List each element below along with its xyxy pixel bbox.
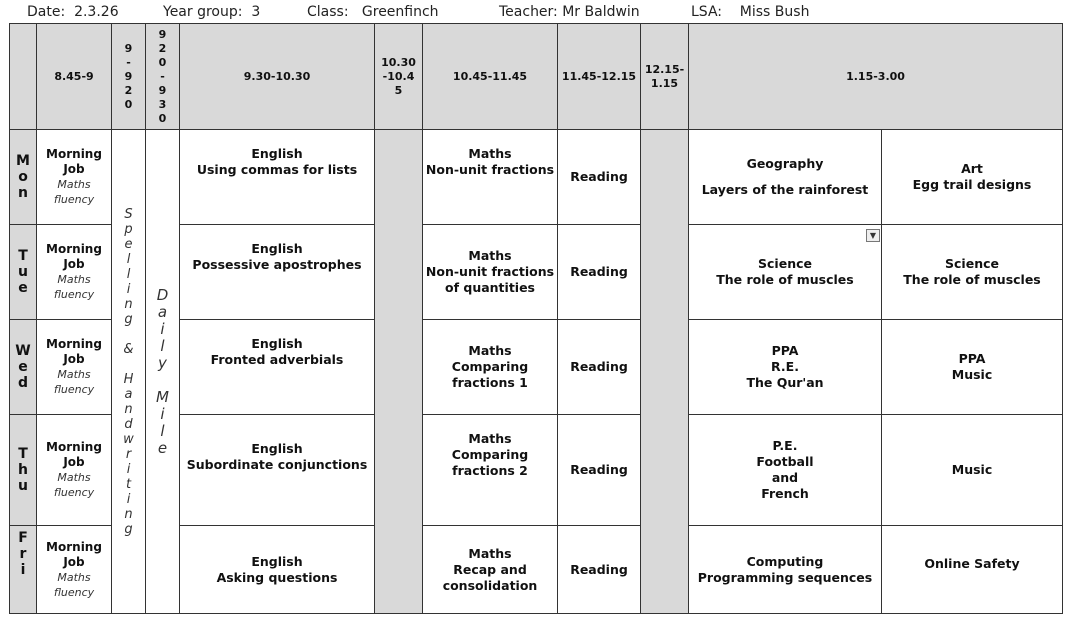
time-1215-115: 12.15- 1.15: [641, 24, 689, 130]
morning-job-cell: Morning Job Maths fluency: [37, 320, 112, 415]
reading-cell: Reading: [558, 320, 641, 415]
reading-cell: Reading: [558, 225, 641, 320]
day-label-fri: F r i: [10, 526, 37, 614]
spelling-handwriting-cell: S p e l l i n g & H a n d w r i t i n g: [112, 130, 146, 614]
time-115-300: 1.15-3.00: [689, 24, 1063, 130]
english-cell: English Possessive apostrophes: [180, 225, 375, 320]
morning-job-cell: Morning Job Maths fluency: [37, 526, 112, 614]
afternoon-cell-2: Music: [882, 415, 1063, 526]
reading-cell: Reading: [558, 130, 641, 225]
morning-job-cell: Morning Job Maths fluency: [37, 225, 112, 320]
time-1045-1145: 10.45-11.45: [423, 24, 558, 130]
afternoon-cell-1[interactable]: Science The role of muscles: [689, 225, 882, 320]
afternoon-cell-2: PPA Music: [882, 320, 1063, 415]
time-1030-1045: 10.30 -10.4 5: [375, 24, 423, 130]
maths-cell: Maths Non-unit fractions: [423, 130, 558, 225]
english-cell: English Fronted adverbials: [180, 320, 375, 415]
morning-job-cell: Morning Job Maths fluency: [37, 130, 112, 225]
time-header-row: [10, 24, 1063, 130]
year-group-label: Year group: 3: [163, 4, 261, 20]
afternoon-cell-1: PPA R.E. The Qur'an: [689, 320, 882, 415]
time-9-920: 9 - 9 2 0: [112, 24, 146, 130]
daily-mile-cell: D a i l y M i l e: [146, 130, 180, 614]
english-cell: English Using commas for lists: [180, 130, 375, 225]
afternoon-cell-1: Geography Layers of the rainforest: [689, 130, 882, 225]
day-label-tue: T u e: [10, 225, 37, 320]
teacher-label: Teacher: Mr Baldwin: [499, 4, 640, 20]
reading-cell: Reading: [558, 415, 641, 526]
time-1145-1215: 11.45-12.15: [558, 24, 641, 130]
maths-cell: Maths Non-unit fractions of quantities: [423, 225, 558, 320]
day-row-mon: [10, 130, 1063, 225]
lunch-column: [641, 130, 689, 614]
class-label: Class: Greenfinch: [307, 4, 439, 20]
timetable: [9, 23, 1063, 614]
afternoon-cell-2: Science The role of muscles: [882, 225, 1063, 320]
day-label-wed: W e d: [10, 320, 37, 415]
corner-cell: [10, 24, 37, 130]
afternoon-cell-1: P.E. Football and French: [689, 415, 882, 526]
english-cell: English Subordinate conjunctions: [180, 415, 375, 526]
time-930-1030: 9.30-10.30: [180, 24, 375, 130]
maths-cell: Maths Comparing fractions 1: [423, 320, 558, 415]
day-label-thu: T h u: [10, 415, 37, 526]
header-bar: [0, 0, 1069, 22]
reading-cell: Reading: [558, 526, 641, 614]
afternoon-cell-2: Online Safety: [882, 526, 1063, 614]
afternoon-cell-1: Computing Programming sequences: [689, 526, 882, 614]
day-label-mon: M o n: [10, 130, 37, 225]
dropdown-arrow-icon[interactable]: ▼: [866, 229, 880, 242]
morning-job-cell: Morning Job Maths fluency: [37, 415, 112, 526]
lsa-label: LSA: Miss Bush: [691, 4, 810, 20]
afternoon-cell-2: Art Egg trail designs: [882, 130, 1063, 225]
date-label: Date: 2.3.26: [27, 4, 119, 20]
time-8-45: 8.45-9: [37, 24, 112, 130]
maths-cell: Maths Comparing fractions 2: [423, 415, 558, 526]
time-920-930: 9 2 0 - 9 3 0: [146, 24, 180, 130]
english-cell: English Asking questions: [180, 526, 375, 614]
break-column: [375, 130, 423, 614]
maths-cell: Maths Recap and consolidation: [423, 526, 558, 614]
